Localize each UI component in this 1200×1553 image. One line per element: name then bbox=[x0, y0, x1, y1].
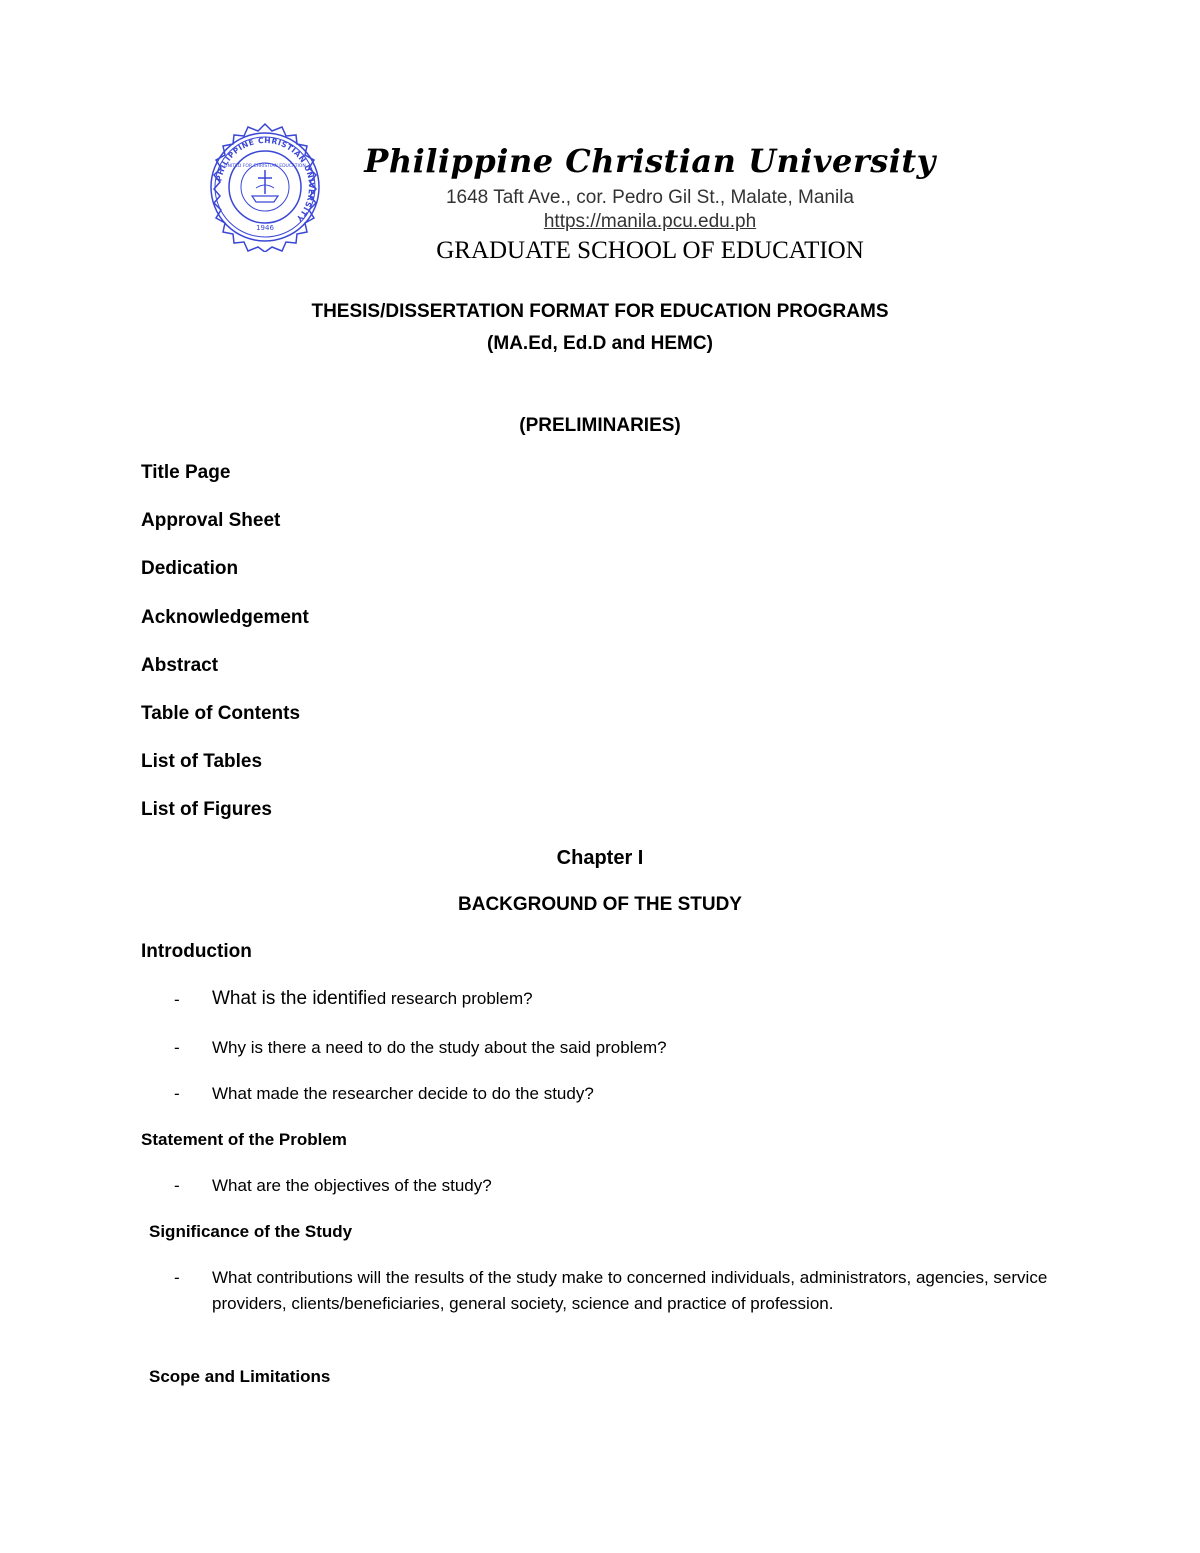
bullet-dash: - bbox=[174, 1038, 180, 1057]
chapter-label: Chapter I bbox=[556, 847, 644, 869]
prelim-item-list-of-tables: List of Tables bbox=[141, 751, 263, 772]
prelim-item-approval-sheet: Approval Sheet bbox=[141, 510, 281, 531]
intro-bullet-1 bbox=[212, 986, 1072, 1012]
bullet-dash: - bbox=[174, 1268, 180, 1287]
university-website-link[interactable]: https://manila.pcu.edu.ph bbox=[543, 211, 757, 232]
scope-heading: Scope and Limitations bbox=[149, 1367, 331, 1386]
intro-bullet-1-strong: What is the identifi bbox=[212, 988, 368, 1009]
statement-bullet-1: What are the objectives of the study? bbox=[212, 1176, 492, 1195]
significance-bullet-1: What contributions will the results of the study make to concerned individuals, administrators, agencies, service providers, clients/beneficiaries, general society, science and practice of profession. bbox=[212, 1268, 1048, 1313]
university-name: Philippine Christian University bbox=[364, 142, 936, 180]
prelim-item-acknowledgement: Acknowledgement bbox=[141, 607, 309, 628]
document-title: THESIS/DISSERTATION FORMAT FOR EDUCATION PROGRAMS bbox=[311, 301, 889, 322]
introduction-heading: Introduction bbox=[141, 941, 252, 962]
bullet-dash: - bbox=[174, 1176, 180, 1195]
seal-ring-text: PHILIPPINE CHRISTIAN UNIVERSITY bbox=[214, 135, 317, 224]
statement-heading: Statement of the Problem bbox=[141, 1130, 347, 1149]
prelim-item-table-of-contents: Table of Contents bbox=[141, 703, 301, 724]
seal-year: 1946 bbox=[256, 224, 274, 232]
university-address: 1648 Taft Ave., cor. Pedro Gil St., Malate, Manila bbox=[445, 187, 855, 208]
prelim-item-title-page: Title Page bbox=[141, 462, 231, 483]
document-subtitle: (MA.Ed, Ed.D and HEMC) bbox=[487, 333, 713, 354]
bullet-dash: - bbox=[174, 990, 180, 1009]
bullet-dash: - bbox=[174, 1084, 180, 1103]
intro-bullet-2: Why is there a need to do the study about the said problem? bbox=[212, 1038, 667, 1057]
intro-bullet-1-rest: ed research problem? bbox=[367, 989, 533, 1008]
intro-bullet-3: What made the researcher decide to do the study? bbox=[212, 1084, 594, 1103]
school-name: GRADUATE SCHOOL OF EDUCATION bbox=[436, 237, 864, 264]
significance-heading: Significance of the Study bbox=[149, 1222, 353, 1241]
chapter-title: BACKGROUND OF THE STUDY bbox=[458, 894, 742, 915]
seal-inner-text: UNITED FOR CHRISTIAN EDUCATION bbox=[224, 164, 306, 169]
prelim-item-abstract: Abstract bbox=[141, 655, 219, 676]
prelim-item-list-of-figures: List of Figures bbox=[141, 799, 272, 820]
prelim-item-dedication: Dedication bbox=[141, 558, 239, 579]
preliminaries-heading: (PRELIMINARIES) bbox=[519, 415, 681, 436]
